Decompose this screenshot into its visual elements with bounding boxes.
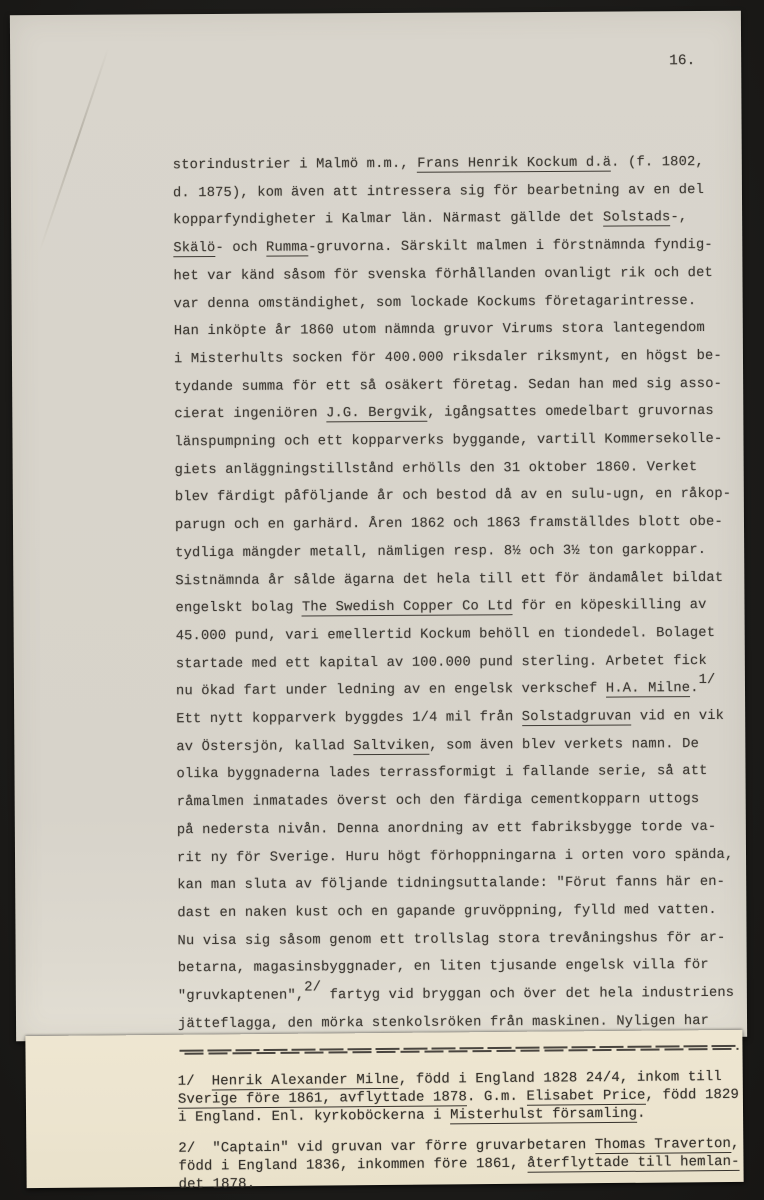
text-segment: betarna, magasinsbyggnader, en liten tjusande engelsk villa för [177, 958, 709, 977]
text-segment: olika byggnaderna lades terrassformigt i fallande serie, så att [176, 764, 708, 783]
text-segment: , född i England 1828 24/4, inkom till [398, 1069, 722, 1088]
text-segment: råmalmen inmatades överst och den färdiga cementkopparn uttogs [176, 792, 700, 811]
text-segment: av Östersjön, kallad [176, 738, 354, 756]
text-segment: engelskt bolag [175, 600, 302, 617]
underlined-text: Henrik Alexander Milne [211, 1071, 399, 1090]
text-segment: , född 1829 [645, 1087, 740, 1104]
paper-sheet [10, 11, 747, 1041]
underlined-text: Solstads [602, 210, 671, 227]
underlined-text: Misterhulst församling [450, 1106, 638, 1124]
text-segment: giets anläggningstillstånd erhölls den 31 oktober 1860. Verket [174, 459, 698, 478]
footnote-line [178, 1104, 744, 1127]
text-segment: 1/ [177, 1073, 212, 1090]
body-line [174, 343, 734, 374]
text-segment: Sistnämnda år sålde ägarna det hela till ett för ändamålet bildat [175, 570, 724, 589]
footnote [178, 1134, 744, 1194]
text-segment: , som även blev verkets namn. De [429, 736, 700, 754]
underlined-text: The Swedish Copper Co Ltd [301, 599, 513, 616]
text-segment: född i England 1836, inkommen före 1861, [178, 1155, 528, 1175]
body-line [177, 869, 737, 900]
text-segment: tydliga mängder metall, nämligen resp. 8½ och 3½ ton garkoppar. [175, 542, 707, 562]
body-line [178, 980, 738, 1011]
text-segment: var denna omständighet, som lockade Kockums företagarintresse. [173, 293, 697, 312]
footnote [178, 1068, 744, 1128]
text-segment: på nedersta nivån. Denna anordning av ett fabriksbygge torde va- [176, 819, 717, 839]
paper-crease [38, 48, 109, 252]
text-segment: kan man sluta av följande tidningsuttalande: "Förut fanns här en- [177, 875, 726, 894]
footnote-separator-rule [179, 1045, 739, 1056]
text-segment: det 1878. [178, 1176, 256, 1193]
body-line [174, 315, 734, 346]
body-line [175, 592, 735, 623]
underlined-text: Solstadgruvan [521, 709, 632, 726]
body-line [177, 814, 737, 845]
text-segment: kopparfyndigheter i Kalmar län. Närmast gällde det [173, 211, 604, 229]
underlined-text: Frans Henrik Kockum d.ä [417, 155, 612, 172]
text-segment: blev färdigt påföljande år och bestod då av en sulu-ugn, en råkop- [174, 487, 732, 506]
footnote-ref-superscript: 2/ [304, 979, 322, 996]
body-line [176, 731, 736, 762]
footnote-strip [25, 1030, 743, 1193]
underlined-text: Skälö [173, 241, 216, 257]
text-segment: . [637, 1106, 646, 1123]
text-segment: länspumpning och ett kopparverks byggande, vartill Kommersekolle- [174, 431, 723, 451]
body-line [177, 841, 737, 872]
text-segment: i England. Enl. kyrkoböckerna i [178, 1107, 451, 1127]
text-segment: för en köpeskilling av [512, 598, 707, 615]
text-segment: , igångsattes omedelbart gruvornas [427, 404, 714, 422]
text-segment: parugn och en garhärd. Åren 1862 och 1863 framställdes blott obe- [174, 515, 723, 534]
body-line [174, 426, 734, 457]
text-segment: 2/ "Captain" vid gruvan var förre gruvarbetaren [178, 1136, 595, 1157]
body-line [175, 564, 735, 595]
body-line [178, 952, 738, 983]
underlined-text: Saltviken [353, 738, 430, 754]
body-line [173, 177, 733, 208]
body-line [176, 703, 736, 734]
body-text [173, 149, 738, 1039]
text-segment: d. 1875), kom även att intressera sig för bearbetning av en del [172, 182, 705, 201]
text-segment: 45.000 pund, vari emellertid Kockum behöll en tiondedel. Bolaget [175, 625, 716, 645]
text-segment: vid en vik [631, 708, 725, 725]
text-segment: cierat ingeniören [174, 406, 327, 423]
text-segment: , [730, 1135, 740, 1152]
text-segment: . (f. 1802, [611, 155, 704, 171]
underlined-text: Elisabet Price [526, 1087, 646, 1105]
text-segment: "gruvkaptenen", [177, 988, 305, 1005]
text-segment: tydande summa för ett så osäkert företag. Sedan han med sig asso- [174, 376, 723, 395]
body-line [173, 204, 733, 235]
body-line [175, 454, 735, 485]
text-segment: storindustrier i Malmö m.m., [172, 156, 418, 174]
text-segment: Nu visa sig såsom genom ett trollslag stora trevåningshus för ar- [177, 930, 726, 949]
body-line [176, 647, 736, 678]
body-line [175, 537, 735, 568]
body-line [175, 481, 735, 512]
body-line [177, 925, 737, 956]
body-line [177, 786, 737, 817]
footnote-ref-superscript: 1/ [698, 672, 716, 688]
text-segment: -gruvorna. Särskilt malmen i förstnämnda fyndig- [308, 238, 713, 256]
body-line [176, 620, 736, 651]
underlined-text: H.A. Milne [605, 681, 691, 697]
text-segment: jätteflagga, den mörka stenkolsröken från maskinen. Nyligen har [177, 1013, 710, 1033]
body-line [174, 287, 734, 318]
text-segment: - och [215, 240, 267, 257]
text-segment: . G.m. [466, 1088, 527, 1106]
text-segment: nu ökad fart under ledning av en engelsk verkschef [175, 681, 606, 700]
underlined-text: Thomas Traverton [594, 1135, 731, 1153]
underlined-text: Rumma [265, 240, 309, 256]
text-segment: rit ny för Sverige. Huru högt förhoppningarna i orten voro spända, [176, 847, 734, 866]
text-segment: Han inköpte år 1860 utom nämnda gruvor Virums stora lantegendom [173, 321, 705, 340]
body-line [173, 232, 733, 263]
text-segment: dast en naken kust och en gapande gruvöppning, fylld med vatten. [177, 902, 717, 922]
body-line [177, 897, 737, 928]
body-line [175, 509, 735, 540]
text-segment: het var känd såsom för svenska förhållanden ovanligt rik och det [173, 265, 714, 285]
text-segment: -, [670, 210, 688, 226]
underlined-text: J.G. Bergvik [326, 406, 428, 422]
body-line [174, 370, 734, 401]
text-segment: fartyg vid bryggan och över det hela industriens [321, 985, 735, 1004]
body-line [173, 260, 733, 291]
text-segment: i Misterhults socken för 400.000 riksdaler riksmynt, en högst be- [173, 348, 722, 368]
footnotes [178, 1068, 745, 1194]
text-segment: Ett nytt kopparverk byggdes 1/4 mil från [176, 710, 522, 728]
underlined-text: Sverige före 1861, avflyttade 1878 [177, 1089, 468, 1109]
body-line [174, 398, 734, 429]
body-line [173, 149, 733, 180]
text-segment: startade med ett kapital av 100.000 pund sterling. Arbetet fick [175, 653, 707, 672]
page-number: 16. [669, 53, 696, 70]
underlined-text: återflyttade till hemlan- [526, 1153, 740, 1172]
body-line [176, 758, 736, 789]
body-line [175, 672, 736, 706]
text-segment: . [690, 681, 699, 697]
